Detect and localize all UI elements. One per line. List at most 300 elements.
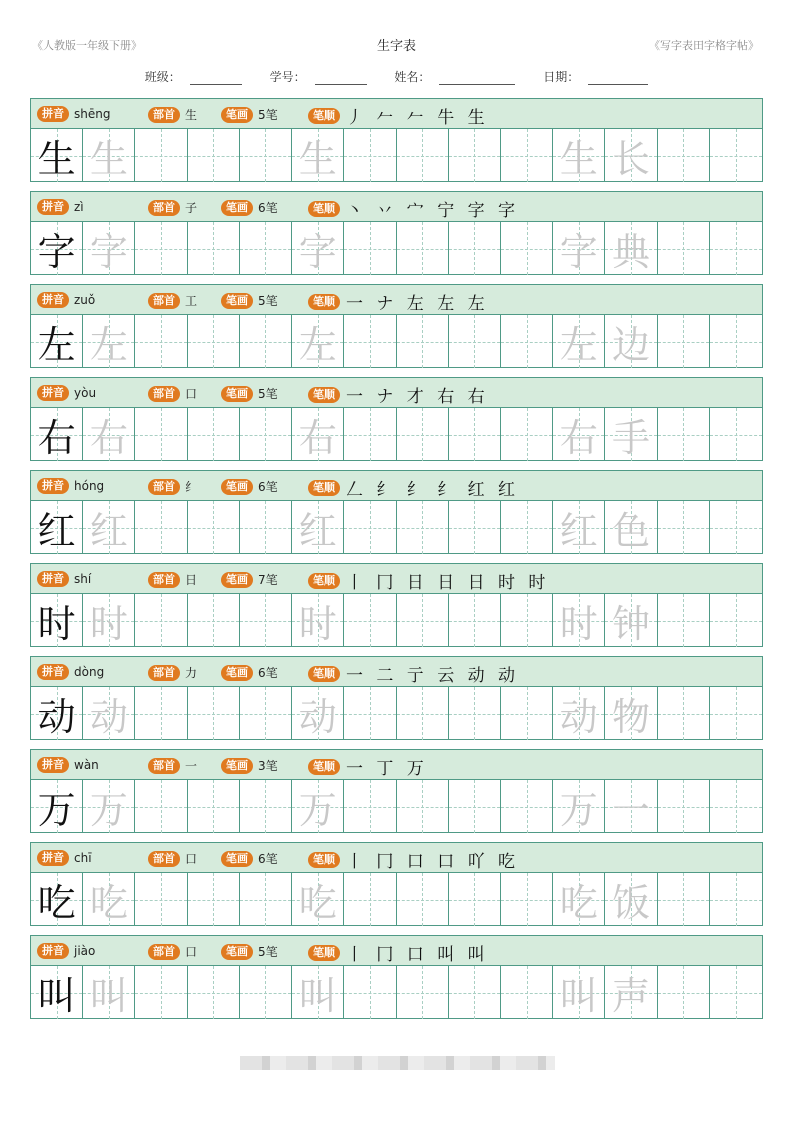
trace-word-character[interactable] [605, 315, 657, 368]
practice-cell[interactable] [397, 315, 449, 368]
pinyin-value: zuǒ [74, 293, 96, 307]
trace-character-glyph: 叫 [298, 974, 337, 1018]
practice-cell[interactable] [449, 687, 501, 740]
practice-cell[interactable] [710, 129, 762, 182]
practice-cell[interactable] [135, 966, 187, 1019]
trace-character[interactable] [292, 594, 344, 647]
trace-word-character-glyph: 声 [612, 974, 651, 1018]
trace-word-character[interactable] [605, 966, 657, 1019]
trace-character[interactable] [292, 873, 344, 926]
stroke-order-field [308, 196, 519, 221]
pinyin-tag: 拼音 [37, 478, 69, 494]
practice-cell[interactable] [658, 222, 710, 275]
radical-field [148, 199, 197, 216]
practice-cell[interactable] [710, 966, 762, 1019]
stroke-count-tag: 笔画 [221, 107, 253, 123]
stroke-count-tag: 笔画 [221, 479, 253, 495]
radical-value: 口 [185, 945, 198, 959]
trace-word-character-glyph: 钟 [612, 602, 651, 646]
practice-grid-row [31, 315, 762, 368]
practice-grid-row [31, 129, 762, 182]
stroke-count-value: 3笔 [258, 759, 278, 773]
trace-character[interactable] [292, 966, 344, 1019]
practice-cell[interactable] [135, 315, 187, 368]
stroke-count-value: 5笔 [258, 945, 278, 959]
stroke-count-tag: 笔画 [221, 200, 253, 216]
practice-cell[interactable] [344, 129, 396, 182]
page-title: 生字表 [376, 39, 416, 54]
stroke-count-field [221, 292, 278, 309]
stroke-count-value: 6笔 [258, 852, 278, 866]
date-field[interactable]: 日期： [537, 70, 654, 84]
model-character [31, 780, 83, 833]
character-info-row [31, 378, 762, 408]
radical-value: 子 [185, 201, 198, 215]
trace-character[interactable] [83, 408, 135, 461]
practice-cell[interactable] [449, 501, 501, 554]
radical-tag: 部首 [148, 944, 180, 960]
pinyin-value: shēng [74, 107, 111, 121]
practice-cell[interactable] [658, 966, 710, 1019]
stroke-order-tag: 笔顺 [308, 294, 340, 310]
radical-field [148, 292, 197, 309]
character-block [30, 470, 763, 554]
practice-cell[interactable] [710, 408, 762, 461]
stroke-order-tag: 笔顺 [308, 480, 340, 496]
practice-cell[interactable] [501, 780, 553, 833]
practice-cell[interactable] [397, 780, 449, 833]
stroke-order-tag: 笔顺 [308, 666, 340, 682]
practice-cell[interactable] [344, 501, 396, 554]
trace-character[interactable] [292, 129, 344, 182]
practice-cell[interactable] [188, 687, 240, 740]
practice-cell[interactable] [501, 408, 553, 461]
pinyin-field [37, 757, 99, 773]
practice-cell[interactable] [710, 222, 762, 275]
trace-word-character-glyph: 一 [612, 788, 651, 832]
practice-cell[interactable] [501, 594, 553, 647]
radical-field [148, 478, 197, 495]
number-field[interactable]: 学号： [264, 70, 373, 84]
practice-cell[interactable] [710, 687, 762, 740]
practice-cell[interactable] [501, 129, 553, 182]
practice-cell[interactable] [188, 501, 240, 554]
stroke-count-value: 6笔 [258, 480, 278, 494]
model-character-glyph: 吃 [37, 881, 76, 925]
trace-character[interactable] [553, 408, 605, 461]
pinyin-tag: 拼音 [37, 385, 69, 401]
trace-character-glyph: 万 [298, 788, 337, 832]
trace-character-glyph: 吃 [298, 881, 337, 925]
trace-character-glyph: 红 [298, 509, 337, 553]
stroke-order-field [308, 475, 519, 500]
radical-field [148, 385, 197, 402]
practice-cell[interactable] [240, 966, 292, 1019]
model-character [31, 408, 83, 461]
stroke-order-value: 一 丁 万 [346, 759, 428, 779]
stroke-order-field [308, 103, 489, 128]
practice-cell[interactable] [240, 408, 292, 461]
practice-cell[interactable] [344, 687, 396, 740]
model-character [31, 873, 83, 926]
stroke-order-value: 一 ナ 才 右 右 [346, 387, 489, 407]
pinyin-value: yòu [74, 386, 97, 400]
practice-cell[interactable] [344, 408, 396, 461]
practice-cell[interactable] [449, 966, 501, 1019]
character-info-row [31, 936, 762, 966]
practice-cell[interactable] [240, 780, 292, 833]
practice-cell[interactable] [710, 780, 762, 833]
practice-cell[interactable] [240, 129, 292, 182]
pinyin-tag: 拼音 [37, 943, 69, 959]
trace-word-character[interactable] [605, 129, 657, 182]
stroke-count-field [221, 385, 278, 402]
trace-character[interactable] [553, 873, 605, 926]
practice-cell[interactable] [240, 501, 292, 554]
trace-character[interactable] [292, 501, 344, 554]
pinyin-field [37, 292, 95, 308]
stroke-count-field [221, 943, 278, 960]
model-character [31, 315, 83, 368]
character-block [30, 563, 763, 647]
practice-cell[interactable] [135, 408, 187, 461]
practice-cell[interactable] [397, 408, 449, 461]
practice-cell[interactable] [188, 780, 240, 833]
student-info-line [0, 68, 793, 85]
radical-tag: 部首 [148, 293, 180, 309]
practice-cell[interactable] [658, 501, 710, 554]
practice-cell[interactable] [397, 966, 449, 1019]
practice-cell[interactable] [501, 873, 553, 926]
pinyin-field [37, 199, 84, 215]
radical-tag: 部首 [148, 758, 180, 774]
stroke-order-tag: 笔顺 [308, 108, 340, 124]
stroke-count-tag: 笔画 [221, 572, 253, 588]
practice-cell[interactable] [240, 222, 292, 275]
practice-cell[interactable] [240, 315, 292, 368]
practice-cell[interactable] [501, 501, 553, 554]
class-field[interactable]: 班级： [139, 70, 248, 84]
trace-character[interactable] [553, 315, 605, 368]
character-block [30, 935, 763, 1019]
pinyin-tag: 拼音 [37, 571, 69, 587]
trace-character[interactable] [553, 780, 605, 833]
pinyin-tag: 拼音 [37, 664, 69, 680]
practice-cell[interactable] [135, 129, 187, 182]
trace-word-character[interactable] [605, 594, 657, 647]
radical-tag: 部首 [148, 479, 180, 495]
stroke-count-tag: 笔画 [221, 851, 253, 867]
trace-character-glyph: 时 [559, 602, 598, 646]
radical-value: 工 [185, 294, 198, 308]
header-book-title: 《写字表田字格字帖》 [649, 39, 759, 52]
trace-character[interactable] [83, 501, 135, 554]
radical-field [148, 664, 197, 681]
stroke-order-tag: 笔顺 [308, 201, 340, 217]
practice-cell[interactable] [188, 129, 240, 182]
stroke-order-value: 一 ナ 左 左 左 [346, 294, 489, 314]
trace-character-glyph: 动 [298, 695, 337, 739]
radical-field [148, 850, 197, 867]
character-block [30, 656, 763, 740]
trace-word-character[interactable] [605, 687, 657, 740]
trace-character-glyph: 生 [559, 137, 598, 181]
stroke-order-value: 丶 丷 宀 宁 字 字 [346, 201, 520, 221]
stroke-order-value: 𠃋 纟 纟 纟 红 红 [346, 480, 520, 500]
trace-character-glyph: 万 [559, 788, 598, 832]
trace-character-glyph: 吃 [89, 881, 128, 925]
practice-grid-row [31, 594, 762, 647]
practice-cell[interactable] [397, 501, 449, 554]
trace-word-character-glyph: 饭 [612, 881, 651, 925]
radical-value: 纟 [185, 480, 198, 494]
stroke-order-field [308, 289, 489, 314]
practice-cell[interactable] [135, 594, 187, 647]
practice-cell[interactable] [135, 222, 187, 275]
practice-cell[interactable] [135, 780, 187, 833]
radical-value: 口 [185, 387, 198, 401]
practice-cell[interactable] [658, 687, 710, 740]
stroke-count-tag: 笔画 [221, 293, 253, 309]
trace-character[interactable] [83, 594, 135, 647]
practice-cell[interactable] [658, 408, 710, 461]
pinyin-value: wàn [74, 758, 99, 772]
practice-cell[interactable] [397, 594, 449, 647]
practice-cell[interactable] [135, 501, 187, 554]
stroke-count-value: 5笔 [258, 294, 278, 308]
trace-character[interactable] [83, 687, 135, 740]
trace-character[interactable] [83, 222, 135, 275]
trace-character-glyph: 万 [89, 788, 128, 832]
radical-tag: 部首 [148, 386, 180, 402]
practice-cell[interactable] [501, 687, 553, 740]
practice-cell[interactable] [397, 222, 449, 275]
practice-cell[interactable] [397, 129, 449, 182]
radical-tag: 部首 [148, 200, 180, 216]
practice-grid-row [31, 408, 762, 461]
practice-cell[interactable] [710, 873, 762, 926]
practice-cell[interactable] [658, 129, 710, 182]
radical-field [148, 106, 197, 123]
practice-cell[interactable] [188, 408, 240, 461]
model-character [31, 594, 83, 647]
trace-word-character-glyph: 手 [612, 416, 651, 460]
stroke-count-tag: 笔画 [221, 386, 253, 402]
practice-grid-row [31, 966, 762, 1019]
practice-cell[interactable] [240, 873, 292, 926]
stroke-order-value: 丨 冂 口 口 吖 吃 [346, 852, 520, 872]
trace-character[interactable] [553, 687, 605, 740]
model-character [31, 222, 83, 275]
trace-character[interactable] [553, 222, 605, 275]
trace-character[interactable] [553, 594, 605, 647]
stroke-order-tag: 笔顺 [308, 759, 340, 775]
practice-cell[interactable] [449, 315, 501, 368]
practice-grid-row [31, 222, 762, 275]
practice-cell[interactable] [449, 780, 501, 833]
practice-cell[interactable] [449, 594, 501, 647]
radical-tag: 部首 [148, 665, 180, 681]
stroke-order-field [308, 568, 549, 593]
pinyin-field [37, 478, 104, 494]
trace-character[interactable] [83, 315, 135, 368]
practice-cell[interactable] [135, 873, 187, 926]
practice-cell[interactable] [710, 501, 762, 554]
radical-value: 生 [185, 108, 198, 122]
model-character-glyph: 时 [37, 602, 76, 646]
pinyin-value: dòng [74, 665, 105, 679]
character-info-row [31, 99, 762, 129]
pinyin-tag: 拼音 [37, 757, 69, 773]
trace-character-glyph: 生 [89, 137, 128, 181]
practice-cell[interactable] [710, 594, 762, 647]
character-info-row [31, 750, 762, 780]
practice-cell[interactable] [344, 873, 396, 926]
header-edition: 《人教版一年级下册》 [32, 39, 142, 52]
trace-character-glyph: 左 [559, 323, 598, 367]
practice-cell[interactable] [501, 966, 553, 1019]
radical-field [148, 571, 197, 588]
pinyin-field [37, 571, 91, 587]
trace-character[interactable] [553, 966, 605, 1019]
pinyin-value: shí [74, 572, 92, 586]
practice-cell[interactable] [449, 873, 501, 926]
pinyin-value: zì [74, 200, 84, 214]
practice-cell[interactable] [397, 873, 449, 926]
pinyin-field [37, 850, 92, 866]
trace-character[interactable] [553, 129, 605, 182]
radical-value: 日 [185, 573, 198, 587]
trace-character-glyph: 红 [559, 509, 598, 553]
trace-word-character[interactable] [605, 780, 657, 833]
practice-cell[interactable] [344, 315, 396, 368]
trace-character[interactable] [83, 129, 135, 182]
practice-grid-row [31, 687, 762, 740]
practice-cell[interactable] [344, 966, 396, 1019]
practice-cell[interactable] [188, 315, 240, 368]
trace-character-glyph: 时 [298, 602, 337, 646]
trace-character[interactable] [292, 315, 344, 368]
stroke-count-value: 7笔 [258, 573, 278, 587]
character-info-row [31, 564, 762, 594]
model-character-glyph: 右 [37, 416, 76, 460]
trace-word-character[interactable] [605, 873, 657, 926]
pinyin-field [37, 943, 95, 959]
character-block [30, 377, 763, 461]
character-block [30, 842, 763, 926]
practice-cell[interactable] [397, 687, 449, 740]
radical-tag: 部首 [148, 572, 180, 588]
practice-cell[interactable] [344, 780, 396, 833]
stroke-count-field [221, 571, 278, 588]
stroke-count-tag: 笔画 [221, 758, 253, 774]
practice-cell[interactable] [658, 594, 710, 647]
stroke-count-tag: 笔画 [221, 944, 253, 960]
practice-cell[interactable] [188, 222, 240, 275]
radical-field [148, 757, 197, 774]
trace-character-glyph: 右 [89, 416, 128, 460]
practice-cell[interactable] [449, 408, 501, 461]
pinyin-tag: 拼音 [37, 106, 69, 122]
practice-cell[interactable] [449, 129, 501, 182]
trace-character[interactable] [83, 873, 135, 926]
stroke-order-value: 丨 冂 口 叫 叫 [346, 945, 489, 965]
stroke-count-field [221, 478, 278, 495]
stroke-order-field [308, 661, 519, 686]
trace-character[interactable] [553, 501, 605, 554]
radical-value: 力 [185, 666, 198, 680]
practice-cell[interactable] [135, 687, 187, 740]
pinyin-value: jiào [74, 944, 96, 958]
practice-cell[interactable] [658, 315, 710, 368]
practice-cell[interactable] [449, 222, 501, 275]
practice-cell[interactable] [501, 315, 553, 368]
radical-value: 一 [185, 759, 198, 773]
trace-word-character[interactable] [605, 501, 657, 554]
trace-character[interactable] [292, 687, 344, 740]
pinyin-value: hóng [74, 479, 105, 493]
practice-cell[interactable] [344, 594, 396, 647]
practice-cell[interactable] [188, 873, 240, 926]
stroke-count-value: 5笔 [258, 108, 278, 122]
trace-character-glyph: 吃 [559, 881, 598, 925]
character-info-row [31, 657, 762, 687]
practice-cell[interactable] [710, 315, 762, 368]
stroke-count-value: 6笔 [258, 666, 278, 680]
practice-cell[interactable] [658, 873, 710, 926]
practice-cell[interactable] [188, 966, 240, 1019]
stroke-count-field [221, 199, 278, 216]
character-block [30, 749, 763, 833]
model-character-glyph: 字 [37, 230, 76, 274]
stroke-count-field [221, 106, 278, 123]
practice-cell[interactable] [344, 222, 396, 275]
trace-character-glyph: 右 [298, 416, 337, 460]
model-character-glyph: 叫 [37, 974, 76, 1018]
trace-character[interactable] [292, 780, 344, 833]
radical-tag: 部首 [148, 107, 180, 123]
trace-character-glyph: 字 [89, 230, 128, 274]
practice-grid-row [31, 501, 762, 554]
character-info-row [31, 192, 762, 222]
name-field[interactable]: 姓名： [388, 70, 521, 84]
trace-word-character[interactable] [605, 408, 657, 461]
stroke-order-tag: 笔顺 [308, 945, 340, 961]
trace-character-glyph: 时 [89, 602, 128, 646]
trace-character[interactable] [83, 966, 135, 1019]
trace-character[interactable] [292, 408, 344, 461]
trace-character[interactable] [292, 222, 344, 275]
practice-cell[interactable] [240, 687, 292, 740]
practice-cell[interactable] [501, 222, 553, 275]
stroke-order-value: 丨 冂 日 日 日 时 时 [346, 573, 550, 593]
trace-character-glyph: 红 [89, 509, 128, 553]
radical-value: 口 [185, 852, 198, 866]
model-character [31, 129, 83, 182]
pinyin-tag: 拼音 [37, 292, 69, 308]
practice-cell[interactable] [658, 780, 710, 833]
trace-word-character[interactable] [605, 222, 657, 275]
practice-grid-row [31, 873, 762, 926]
trace-character-glyph: 动 [89, 695, 128, 739]
practice-cell[interactable] [188, 594, 240, 647]
trace-word-character-glyph: 边 [612, 323, 651, 367]
trace-character-glyph: 左 [298, 323, 337, 367]
trace-word-character-glyph: 典 [612, 230, 651, 274]
practice-cell[interactable] [240, 594, 292, 647]
trace-character[interactable] [83, 780, 135, 833]
model-character-glyph: 动 [37, 695, 76, 739]
